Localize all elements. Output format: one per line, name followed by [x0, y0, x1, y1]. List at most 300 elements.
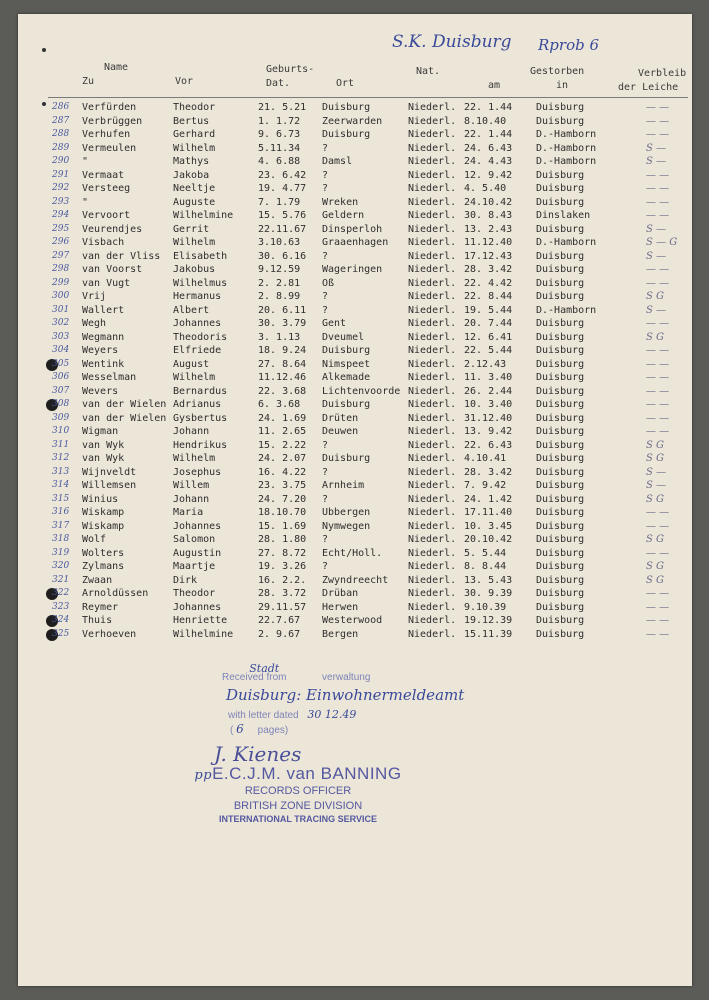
birth-place: Drüban	[322, 588, 359, 599]
nationality: Niederl.	[408, 183, 457, 194]
surname: Thuis	[82, 615, 113, 626]
death-place: Duisburg	[536, 412, 585, 424]
surname: Versteeg	[82, 183, 131, 194]
surname: Wallert	[82, 304, 125, 316]
death-place: Duisburg	[536, 183, 585, 194]
birth-date: 23. 6.42	[258, 169, 307, 181]
birth-place: ?	[322, 466, 329, 478]
header-in: in	[556, 80, 569, 91]
nationality: Niederl.	[408, 439, 457, 451]
death-date: 22. 8.44	[464, 291, 513, 302]
remains-note: S G	[646, 534, 665, 545]
header-name: Name	[104, 62, 129, 73]
birth-place: Geldern	[322, 210, 365, 221]
nationality: Niederl.	[408, 345, 457, 356]
death-place: Duisburg	[536, 169, 585, 181]
document-page	[18, 14, 692, 986]
death-date: 28. 3.42	[464, 466, 513, 478]
nationality: Niederl.	[408, 264, 457, 275]
city-annotation: S.K. Duisburg	[392, 32, 512, 52]
birth-date: 24. 2.07	[258, 453, 307, 464]
remains-note: — —	[646, 358, 670, 370]
death-place: Duisburg	[536, 453, 585, 464]
remains-note: S —	[646, 466, 667, 478]
table-row	[18, 588, 692, 602]
punch-mark	[42, 48, 46, 52]
birth-place: Zwyndreecht	[322, 574, 389, 586]
birth-date: 1. 1.72	[258, 115, 301, 127]
nationality: Niederl.	[408, 466, 457, 478]
death-date: 5. 5.44	[464, 547, 507, 559]
death-date: 26. 2.44	[464, 385, 513, 397]
surname: Vermaat	[82, 169, 125, 181]
remains-note: — —	[646, 372, 670, 383]
birth-date: 2. 8.99	[258, 291, 301, 302]
remains-note: — —	[646, 115, 670, 127]
nationality: Niederl.	[408, 223, 457, 235]
death-place: Duisburg	[536, 345, 585, 356]
nationality: Niederl.	[408, 372, 457, 383]
first-name: Johann	[173, 426, 210, 437]
birth-place: ?	[322, 250, 329, 262]
birth-date: 30. 3.79	[258, 318, 307, 329]
death-place: Duisburg	[536, 250, 585, 262]
record-number: 310	[52, 426, 70, 436]
birth-place: Gent	[322, 318, 347, 329]
table-row	[18, 521, 692, 535]
birth-place: Nimspeet	[322, 358, 371, 370]
death-place: Duisburg	[536, 372, 585, 383]
birth-date: 22. 3.68	[258, 385, 307, 397]
first-name: Mathys	[173, 156, 210, 167]
record-number: 322	[52, 588, 70, 598]
nationality: Niederl.	[408, 480, 457, 491]
birth-place: ?	[322, 183, 329, 194]
record-number: 294	[52, 210, 70, 220]
nationality: Niederl.	[408, 628, 457, 640]
death-date: 17.12.43	[464, 250, 513, 262]
death-place: Duisburg	[536, 588, 585, 599]
remains-note: S —	[646, 250, 667, 262]
remains-note: — —	[646, 169, 670, 181]
table-row	[18, 332, 692, 346]
record-number: 304	[52, 345, 70, 355]
first-name: Johann	[173, 493, 210, 505]
surname: Vervoort	[82, 210, 131, 221]
first-name: Dirk	[173, 574, 198, 586]
stamp-letter-date: 30 12.49	[307, 708, 357, 721]
birth-date: 24. 1.69	[258, 412, 307, 424]
table-row	[18, 251, 692, 265]
surname: van Voorst	[82, 264, 143, 275]
record-number: 291	[52, 169, 70, 180]
first-name: Theodor	[173, 588, 216, 599]
stamp-pages-label: pages)	[257, 725, 289, 736]
remains-note: S —	[646, 156, 667, 167]
death-place: Duisburg	[536, 277, 585, 289]
nationality: Niederl.	[408, 520, 457, 532]
first-name: Augustin	[173, 547, 222, 559]
nationality: Niederl.	[408, 601, 457, 613]
death-place: Duisburg	[536, 385, 585, 397]
first-name: Johannes	[173, 520, 222, 532]
remains-note: — —	[646, 601, 670, 613]
death-date: 2.12.43	[464, 358, 507, 370]
birth-place: Dveumel	[322, 331, 365, 343]
record-number: 316	[52, 507, 70, 517]
birth-date: 28. 3.72	[258, 588, 307, 599]
nationality: Niederl.	[408, 318, 457, 329]
birth-date: 16. 4.22	[258, 466, 307, 478]
death-place: Duisburg	[536, 574, 585, 586]
signature-division: BRITISH ZONE DIVISION	[233, 800, 363, 812]
record-number: 314	[52, 480, 70, 490]
birth-date: 15. 2.22	[258, 439, 307, 451]
remains-note: S G	[646, 291, 665, 302]
header-dat: Dat.	[266, 78, 291, 89]
first-name: Gerhard	[173, 129, 216, 140]
birth-date: 24. 7.20	[258, 493, 307, 505]
record-number: 296	[52, 237, 70, 247]
death-date: 30. 9.39	[464, 588, 513, 599]
nationality: Niederl.	[408, 196, 457, 208]
first-name: August	[173, 358, 210, 370]
remains-note: — —	[646, 426, 670, 437]
remains-note: — —	[646, 196, 670, 208]
birth-date: 3.10.63	[258, 237, 301, 248]
death-date: 28. 3.42	[464, 264, 513, 275]
surname: Wiskamp	[82, 507, 125, 518]
first-name: Bertus	[173, 115, 210, 127]
signature-title: RECORDS OFFICER	[244, 785, 352, 797]
death-place: Duisburg	[536, 615, 585, 626]
stamp-letter-label: with letter dated	[228, 710, 299, 721]
first-name: Neeltje	[173, 183, 216, 194]
first-name: Hermanus	[173, 291, 222, 302]
birth-place: Dinsperloh	[322, 223, 383, 235]
nationality: Niederl.	[408, 615, 457, 626]
birth-date: 19. 4.77	[258, 183, 307, 194]
birth-date: 18. 9.24	[258, 345, 307, 356]
record-number: 318	[52, 534, 70, 544]
birth-date: 20. 6.11	[258, 304, 307, 316]
first-name: Maria	[173, 507, 204, 518]
remains-note: S G	[646, 574, 665, 586]
death-date: 13. 2.43	[464, 223, 513, 235]
first-name: Wilhelm	[173, 237, 216, 248]
record-number: 301	[52, 304, 70, 315]
remains-note: S G	[646, 439, 665, 451]
birth-place: ?	[322, 561, 329, 572]
surname: Vermeulen	[82, 142, 137, 154]
table-row	[18, 507, 692, 521]
death-place: Duisburg	[536, 493, 585, 505]
nationality: Niederl.	[408, 588, 457, 599]
nationality: Niederl.	[408, 331, 457, 343]
first-name: Adrianus	[173, 399, 222, 410]
birth-date: 15. 1.69	[258, 520, 307, 532]
death-date: 19.12.39	[464, 615, 513, 626]
table-row	[18, 467, 692, 481]
table-row	[18, 386, 692, 400]
reference-annotation: Rprob 6	[538, 36, 600, 54]
table-row	[18, 156, 692, 170]
surname: Wolters	[82, 547, 125, 559]
birth-place: ?	[322, 291, 329, 302]
signature-pp: pp	[194, 768, 213, 783]
first-name: Gysbertus	[173, 412, 228, 424]
signature-name-line	[188, 764, 408, 784]
signature-service: INTERNATIONAL TRACING SERVICE	[218, 814, 377, 824]
surname: Zylmans	[82, 561, 125, 572]
surname: Wolf	[82, 534, 107, 545]
record-number: 311	[52, 439, 70, 450]
birth-place: ?	[322, 304, 329, 316]
first-name: Johannes	[173, 601, 222, 613]
surname: Wegh	[82, 318, 107, 329]
record-number: 286	[52, 102, 70, 112]
birth-place: Wreken	[322, 196, 359, 208]
death-place: D.-Hamborn	[536, 156, 597, 167]
birth-place: Duisburg	[322, 453, 371, 464]
table-row	[18, 359, 692, 373]
surname: Wiskamp	[82, 520, 125, 532]
stamp-received	[222, 662, 371, 683]
first-name: Wilhelm	[173, 142, 216, 154]
surname: "	[82, 196, 89, 208]
stamp-verwaltung: verwaltung	[322, 672, 371, 683]
death-date: 24. 4.43	[464, 156, 513, 167]
birth-place: Wageringen	[322, 264, 383, 275]
surname: Weyers	[82, 345, 119, 356]
nationality: Niederl.	[408, 534, 457, 545]
record-number: 323	[52, 601, 70, 612]
remains-note: S —	[646, 304, 667, 316]
nationality: Niederl.	[408, 169, 457, 181]
record-number: 320	[52, 561, 70, 571]
remains-note: S G	[646, 561, 665, 572]
death-place: Duisburg	[536, 601, 585, 613]
record-number: 317	[52, 520, 70, 531]
surname: Zwaan	[82, 574, 113, 586]
death-place: Duisburg	[536, 264, 585, 275]
nationality: Niederl.	[408, 561, 457, 572]
nationality: Niederl.	[408, 156, 457, 167]
record-number: 324	[52, 615, 70, 625]
nationality: Niederl.	[408, 399, 457, 410]
death-place: Duisburg	[536, 291, 585, 302]
record-number: 302	[52, 318, 70, 328]
death-date: 17.11.40	[464, 507, 513, 518]
nationality: Niederl.	[408, 115, 457, 127]
remains-note: — —	[646, 183, 670, 194]
birth-place: ?	[322, 439, 329, 451]
birth-place: ?	[322, 169, 329, 181]
table-row	[18, 102, 692, 116]
death-date: 13. 5.43	[464, 574, 513, 586]
surname: Verhufen	[82, 129, 131, 140]
birth-place: ?	[322, 493, 329, 505]
table-row	[18, 183, 692, 197]
surname: Verfürden	[82, 102, 137, 113]
nationality: Niederl.	[408, 385, 457, 397]
record-number: 308	[52, 399, 70, 409]
record-number: 303	[52, 331, 70, 342]
table-row	[18, 318, 692, 332]
nationality: Niederl.	[408, 507, 457, 518]
death-date: 9.10.39	[464, 601, 507, 613]
death-place: D.-Hamborn	[536, 304, 597, 316]
death-place: Dinslaken	[536, 210, 591, 221]
signature-scrawl: J. Kienes	[214, 742, 302, 766]
birth-date: 9.12.59	[258, 264, 301, 275]
birth-date: 5.11.34	[258, 142, 301, 154]
first-name: Elisabeth	[173, 250, 228, 262]
stamp-received-label: Received from	[222, 672, 287, 683]
signature-stamp	[188, 764, 408, 824]
birth-date: 7. 1.79	[258, 196, 301, 208]
table-row	[18, 129, 692, 143]
table-row	[18, 548, 692, 562]
header-vor: Vor	[175, 76, 194, 87]
death-place: D.-Hamborn	[536, 142, 597, 154]
table-row	[18, 561, 692, 575]
header-gestorben: Gestorben	[530, 66, 585, 77]
nationality: Niederl.	[408, 547, 457, 559]
death-date: 13. 9.42	[464, 426, 513, 437]
birth-date: 27. 8.64	[258, 358, 307, 370]
surname: Visbach	[82, 237, 125, 248]
birth-date: 11. 2.65	[258, 426, 307, 437]
surname: "	[82, 156, 89, 167]
birth-place: Bergen	[322, 628, 359, 640]
death-date: 15.11.39	[464, 628, 513, 640]
first-name: Wilhelmine	[173, 210, 234, 221]
stamp-received-hand: Stadt	[249, 662, 280, 675]
death-place: Duisburg	[536, 628, 585, 640]
nationality: Niederl.	[408, 102, 457, 113]
first-name: Auguste	[173, 196, 216, 208]
surname: Wijnveldt	[82, 466, 137, 478]
record-number: 288	[52, 129, 70, 139]
remains-note: — —	[646, 547, 670, 559]
birth-date: 19. 3.26	[258, 561, 307, 572]
record-number: 321	[52, 574, 70, 585]
birth-date: 28. 1.80	[258, 534, 307, 545]
death-date: 4. 5.40	[464, 183, 507, 194]
first-name: Wilhelmine	[173, 628, 234, 640]
remains-note: S —	[646, 142, 667, 154]
first-name: Willem	[173, 480, 210, 491]
nationality: Niederl.	[408, 453, 457, 464]
birth-place: Echt/Holl.	[322, 547, 383, 559]
death-date: 20. 7.44	[464, 318, 513, 329]
first-name: Maartje	[173, 561, 216, 572]
surname: Willemsen	[82, 480, 137, 491]
record-number: 313	[52, 466, 70, 477]
birth-place: Deuwen	[322, 426, 359, 437]
table-row	[18, 237, 692, 251]
remains-note: S G	[646, 493, 665, 505]
death-place: Duisburg	[536, 399, 585, 410]
table-row	[18, 170, 692, 184]
record-number: 309	[52, 412, 70, 423]
birth-place: Arnheim	[322, 480, 365, 491]
first-name: Theodor	[173, 102, 216, 113]
surname: van der Wielen	[82, 412, 167, 424]
remains-note: S —	[646, 223, 667, 235]
table-row	[18, 480, 692, 494]
death-date: 22. 1.44	[464, 102, 513, 113]
birth-date: 29.11.57	[258, 601, 307, 613]
nationality: Niederl.	[408, 493, 457, 505]
record-number: 306	[52, 372, 70, 382]
death-date: 30. 8.43	[464, 210, 513, 221]
remains-note: — —	[646, 615, 670, 626]
death-date: 24.10.42	[464, 196, 513, 208]
first-name: Wilhelmus	[173, 277, 228, 289]
record-number: 307	[52, 385, 70, 396]
death-date: 11.12.40	[464, 237, 513, 248]
birth-date: 21. 5.21	[258, 102, 307, 113]
surname: Wentink	[82, 358, 125, 370]
nationality: Niederl.	[408, 237, 457, 248]
death-place: Duisburg	[536, 547, 585, 559]
birth-place: Damsl	[322, 156, 353, 167]
birth-place: Duisburg	[322, 102, 371, 113]
birth-date: 4. 6.88	[258, 156, 301, 167]
first-name: Josephus	[173, 466, 222, 478]
death-place: Duisburg	[536, 358, 585, 370]
birth-place: Duisburg	[322, 345, 371, 356]
remains-note: — —	[646, 412, 670, 424]
death-date: 7. 9.42	[464, 480, 507, 491]
table-row	[18, 494, 692, 508]
birth-place: Graaenhagen	[322, 237, 389, 248]
birth-date: 16. 2.2.	[258, 574, 307, 586]
birth-date: 2. 2.81	[258, 277, 301, 289]
record-number: 319	[52, 547, 70, 558]
record-number: 295	[52, 223, 70, 234]
surname: Veurendjes	[82, 223, 143, 235]
remains-note: — —	[646, 588, 670, 599]
birth-place: Drüten	[322, 412, 359, 424]
remains-note: — —	[646, 507, 670, 518]
remains-note: S G	[646, 453, 665, 464]
death-place: Duisburg	[536, 223, 585, 235]
birth-date: 15. 5.76	[258, 210, 307, 221]
death-date: 22. 4.42	[464, 277, 513, 289]
death-place: Duisburg	[536, 480, 585, 491]
death-date: 8. 8.44	[464, 561, 507, 572]
first-name: Jakoba	[173, 169, 210, 181]
table-row	[18, 399, 692, 413]
remains-note: — —	[646, 277, 670, 289]
table-row	[18, 413, 692, 427]
death-place: Duisburg	[536, 534, 585, 545]
remains-note: — —	[646, 385, 670, 397]
surname: van Wyk	[82, 439, 125, 451]
remains-note: — —	[646, 520, 670, 532]
death-date: 19. 5.44	[464, 304, 513, 316]
remains-note: — —	[646, 129, 670, 140]
birth-date: 22.7.67	[258, 615, 301, 626]
death-date: 10. 3.45	[464, 520, 513, 532]
nationality: Niederl.	[408, 304, 457, 316]
death-place: Duisburg	[536, 466, 585, 478]
first-name: Hendrikus	[173, 439, 228, 451]
surname: van Wyk	[82, 453, 125, 464]
